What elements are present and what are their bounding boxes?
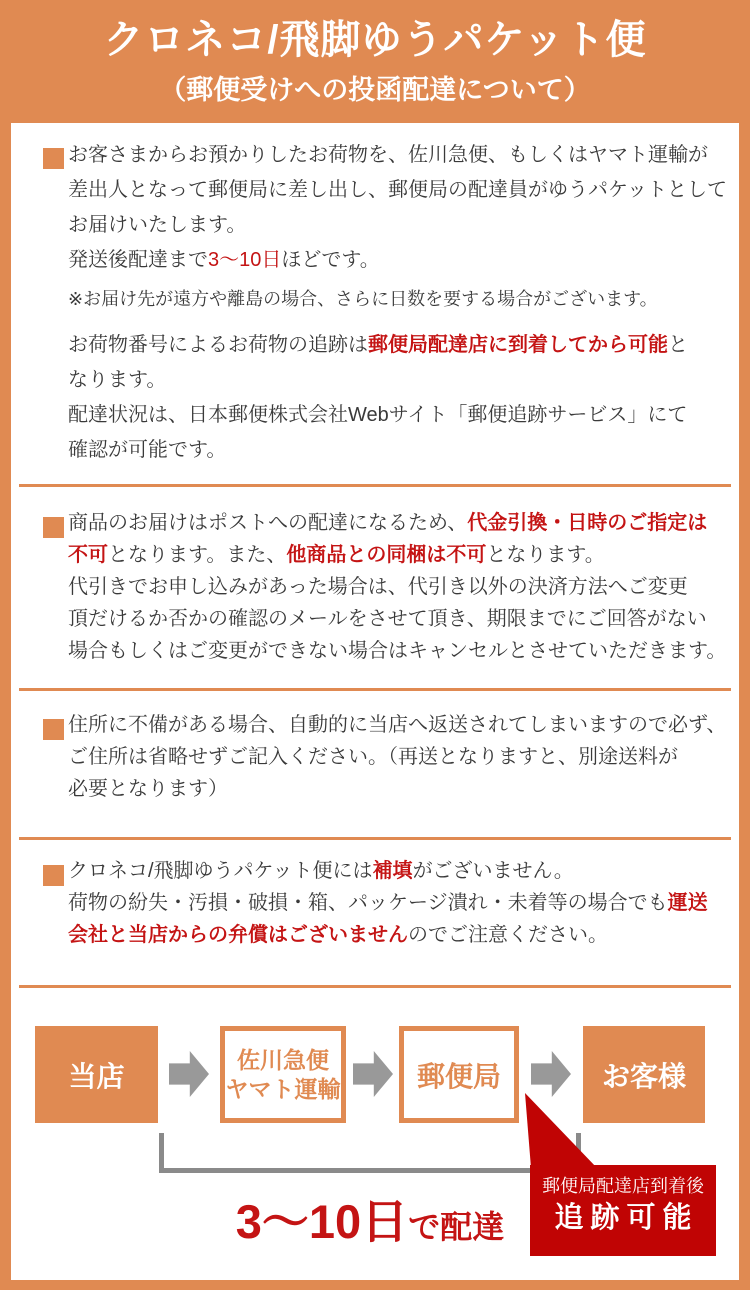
text-segment: 荷物の紛失・汚損・破損・箱、パッケージ潰れ・未着等の場合でも: [68, 892, 668, 914]
callout-line2: 追跡可能: [554, 1202, 699, 1234]
flow-step-shop: [35, 1026, 158, 1123]
text-segment: がございません。: [412, 860, 574, 882]
bullet-square-icon: [43, 865, 64, 886]
text-segment: クロネコ/飛脚ゆうパケット便には: [68, 860, 373, 882]
flow-step-carriers: [220, 1026, 346, 1123]
divider: [19, 688, 731, 691]
content-card: [11, 123, 739, 1280]
text-segment: のでご注意ください。: [408, 924, 608, 946]
text-segment: 商品のお届けはポストへの配達になるため、: [68, 512, 468, 534]
text-segment: 代引きでお申し込みがあった場合は、代引き以外の決済方法へご変更: [68, 576, 688, 598]
delivery-duration: 3〜10日: [235, 1195, 409, 1248]
bullet-square-icon: [43, 148, 64, 169]
section3-paragraph: [68, 709, 728, 805]
divider: [19, 484, 731, 487]
callout-pointer-icon: [516, 1088, 606, 1170]
text-segment: 確認が可能です。: [68, 439, 227, 461]
delivery-time-text: [159, 1185, 581, 1252]
text-segment: 差出人となって郵便局に差し出し、郵便局の配達員がゆうパケットとして: [68, 179, 727, 201]
tracking-callout: [530, 1165, 716, 1256]
callout-line1: 郵便局配達店到着後: [542, 1176, 704, 1196]
text-segment: となります。また、: [108, 544, 287, 566]
text-segment: 3〜10日: [208, 249, 282, 271]
text-segment: 頂だけるか否かの確認のメールをさせて頂き、期限までにご回答がない: [68, 608, 707, 630]
section1-note: ※お届け先が遠方や離島の場合、さらに日数を要する場合がございます。: [68, 289, 658, 309]
text-segment: 会社と当店からの弁償はございません: [68, 924, 408, 946]
text-segment: 代金引換・日時のご指定は: [467, 512, 708, 534]
page-subtitle: （郵便受けへの投函配達について）: [159, 75, 591, 105]
text-segment: となります。: [486, 544, 605, 566]
text-segment: お荷物番号によるお荷物の追跡は: [68, 334, 368, 356]
divider: [19, 985, 731, 988]
text-segment: 発送後配達まで: [68, 249, 208, 271]
section2-paragraph: [68, 507, 728, 667]
section4-paragraph: [68, 855, 728, 951]
delivery-suffix: で配達: [408, 1209, 505, 1245]
text-segment: 住所に不備がある場合、自動的に当店へ返送されてしまいますので必ず、: [68, 714, 727, 736]
text-segment: 運送: [667, 892, 708, 914]
section1-paragraph2: [68, 328, 728, 468]
flow-arrow-icon: [353, 1051, 393, 1097]
bullet-square-icon: [43, 719, 64, 740]
text-segment: なります。: [68, 369, 167, 391]
bracket-line: [159, 1133, 164, 1173]
section1-paragraph1: [68, 138, 728, 278]
text-segment: ほどです。: [281, 249, 380, 271]
text-segment: 不可: [68, 544, 108, 566]
flow-step-label: 佐川急便: [237, 1046, 329, 1073]
bullet-square-icon: [43, 517, 64, 538]
flow-step-label: 当店: [68, 1060, 125, 1092]
flow-step-label: ヤマト運輸: [225, 1075, 341, 1102]
text-segment: 郵便局配達店に到着してから可能: [368, 334, 668, 356]
divider: [19, 837, 731, 840]
flow-step-post-office: [399, 1026, 519, 1123]
text-segment: お客さまからお預かりしたお荷物を、佐川急便、もしくはヤマト運輸が: [68, 144, 708, 166]
page-title: クロネコ/飛脚ゆうパケット便: [103, 18, 647, 62]
text-segment: 場合もしくはご変更ができない場合はキャンセルとさせていただきます。: [68, 640, 727, 662]
text-segment: 配達状況は、日本郵便株式会社Webサイト「郵便追跡サービス」にて: [68, 404, 688, 426]
text-segment: 必要となります）: [68, 778, 228, 800]
text-segment: 他商品との同梱は不可: [286, 544, 487, 566]
flow-arrow-icon: [169, 1051, 209, 1097]
text-segment: ご住所は省略せずご記入ください。（再送となりますと、別途送料が: [68, 746, 678, 768]
flow-step-label: 郵便局: [416, 1060, 501, 1092]
text-segment: と: [668, 334, 688, 356]
text-segment: 補填: [372, 860, 413, 882]
flow-step-label: お客様: [601, 1060, 686, 1092]
text-segment: お届けいたします。: [68, 214, 247, 236]
